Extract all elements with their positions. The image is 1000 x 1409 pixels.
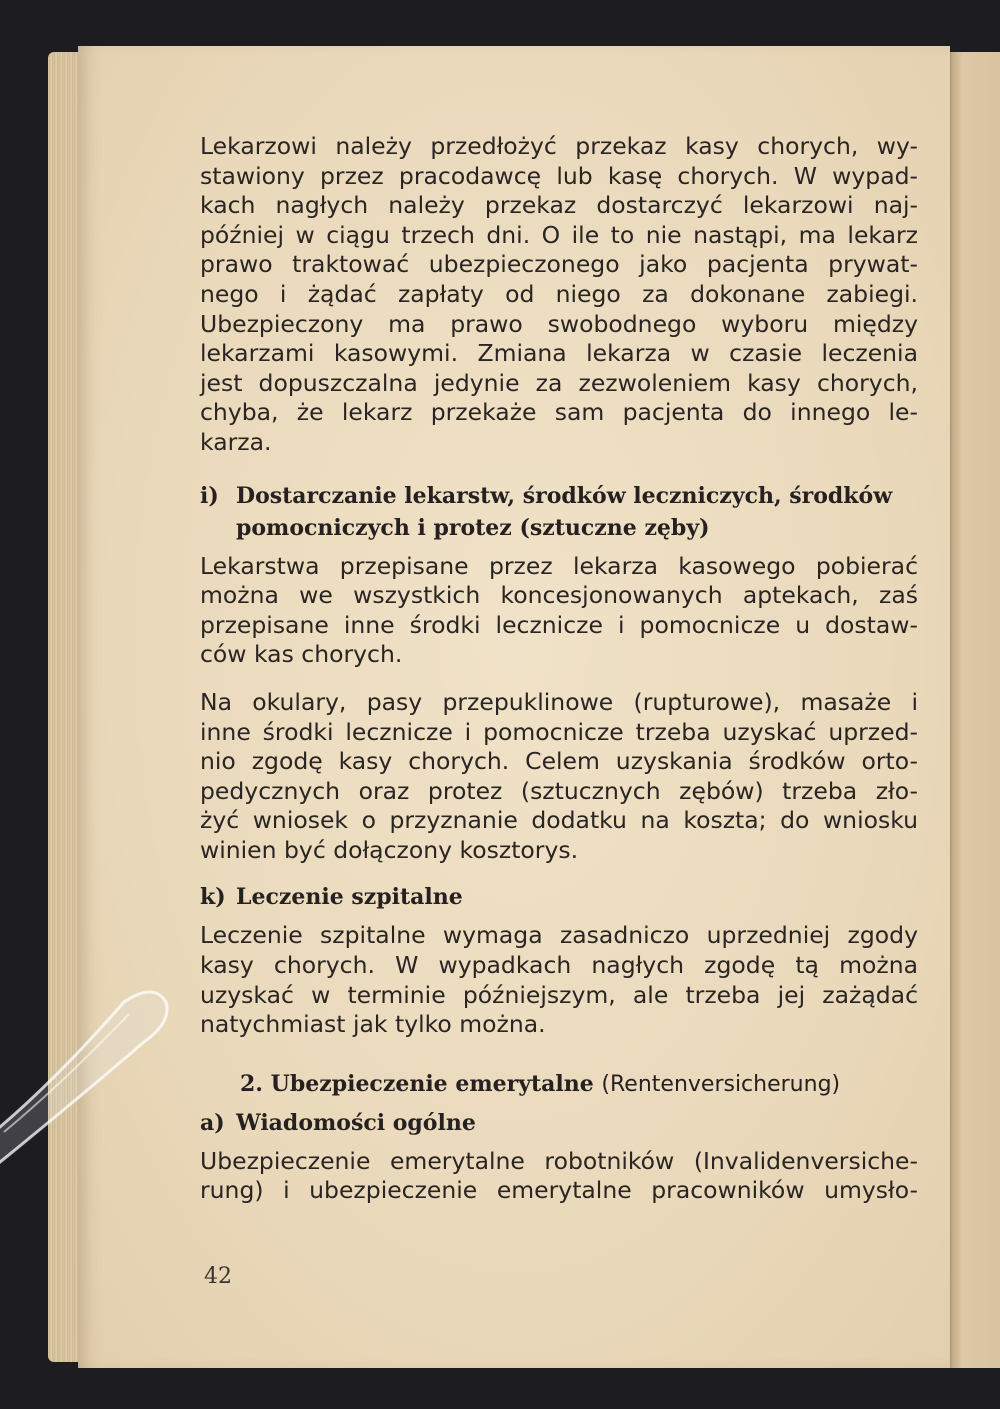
text-line: ców kas chorych. [200,640,403,669]
text-line: Lekarzowi należy przedłożyć przekaz kasy chorych, wy- [200,132,918,160]
section-title: Leczenie szpitalne [236,884,463,911]
paragraph-1 [200,132,918,458]
text-line: kach nagłych należy przekaz dostarczyć lekarzowi naj- [200,191,918,220]
text-line: Lekarstwa przepisane przez lekarza kasowego pobierać [200,551,918,580]
text-line: stawiony przez pracodawcę lub kasę chorych. W wypad- [200,161,918,190]
text-line: uzyskać w terminie późniejszym, ale trzeba jej zażądać [200,980,918,1009]
section-heading-a [200,1107,918,1139]
section-label: a) [200,1109,225,1136]
text-line: Ubezpieczenie emerytalne robotników (Invalidenversiche- [200,1146,918,1175]
text-line: natychmiast jak tylko można. [200,1010,546,1039]
paragraph-2 [200,552,918,670]
text-line: Na okulary, pasy przepuklinowe (rupturowe), masaże i [200,687,918,716]
text-line: przepisane inne środki lecznicze i pomocnicze u dostaw- [200,610,918,639]
text-line: pedycznych oraz protez (sztucznych zębów) trzeba zło- [200,776,918,805]
text-line: nego i żądać zapłaty od niego za dokonane zabiegi. [200,279,918,308]
text-line: żyć wniosek o przyznanie dodatku na koszta; do wniosku [200,806,918,835]
chapter-number: 2. [240,1070,263,1097]
text-line: później w ciągu trzech dni. O ile to nie nastąpi, ma lekarz [200,220,918,249]
text-line: nio zgodę kasy chorych. Celem uzyskania środków orto- [200,747,918,776]
section-heading-i [200,480,918,544]
section-label: i) [200,482,219,509]
section-label: k) [200,884,226,911]
paragraph-3 [200,688,918,866]
paragraph-4 [200,921,918,1039]
paragraph-5 [200,1147,918,1206]
text-line: rung) i ubezpieczenie emerytalne pracowników umysło- [200,1176,918,1205]
text-line: chyba, że lekarz przekaże sam pacjenta do innego le- [200,398,918,427]
page-content [200,132,918,1206]
text-line: prawo traktować ubezpieczonego jako pacjenta prywat- [200,250,918,279]
section-title: Dostarczanie lekarstw, środków leczniczych, środków [236,482,893,509]
chapter-title-german: (Rentenversicherung) [601,1071,841,1097]
text-line: inne środki lecznicze i pomocnicze trzeba uzyskać uprzed- [200,717,918,746]
page-number: 42 [204,1264,232,1289]
text-line: jest dopuszczalna jedynie za zezwoleniem kasy chorych, [200,368,918,397]
text-line: Ubezpieczony ma prawo swobodnego wyboru między [200,309,918,338]
text-line: kasy chorych. W wypadkach nagłych zgodę tą można [200,951,918,980]
text-line: winien być dołączony kosztorys. [200,835,579,864]
text-line: karza. [200,427,272,456]
chapter-title: Ubezpieczenie emerytalne [270,1070,594,1097]
section-title-continued: pomocniczych i protez (sztuczne zęby) [236,514,710,541]
text-line: lekarzami kasowymi. Zmiana lekarza w czasie leczenia [200,339,918,368]
section-heading-k [200,881,918,913]
section-title: Wiadomości ogólne [236,1109,476,1136]
text-line: można we wszystkich koncesjonowanych aptekach, zaś [200,581,918,610]
chapter-heading-2 [200,1068,918,1101]
next-page-edge [948,52,1000,1368]
text-line: Leczenie szpitalne wymaga zasadniczo uprzedniej zgody [200,921,918,950]
